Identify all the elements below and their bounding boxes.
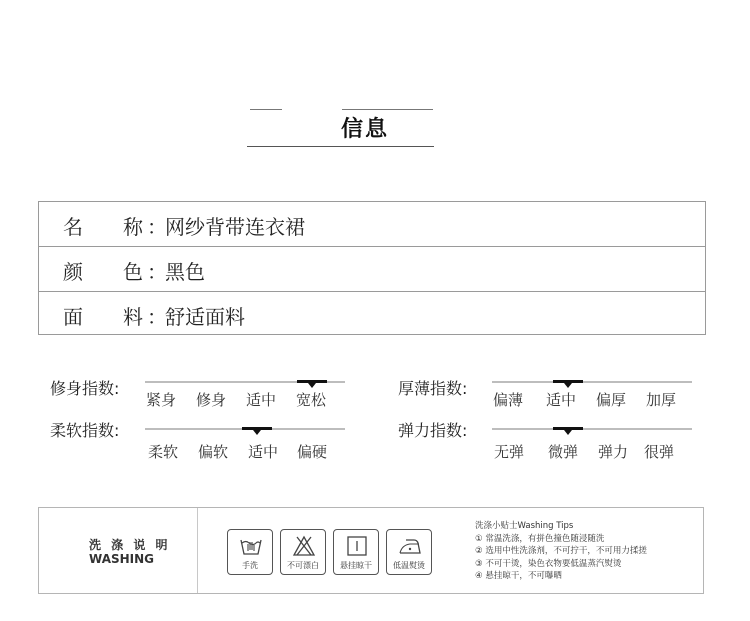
fit-scale-marker-tick [308,383,316,388]
info-value-fabric: 舒适面料 [165,305,245,329]
info-label-char: 色 [123,260,143,284]
softness-option: 偏软 [198,443,229,461]
softness-option: 柔软 [148,443,179,461]
fit-option: 适中 [246,391,277,409]
thickness-option: 适中 [546,391,577,409]
no-bleach-icon [292,534,316,558]
info-label-char: 名 [63,215,83,239]
info-row-fabric [39,291,705,336]
elasticity-scale-marker-tick [564,430,572,435]
washing-panel [38,507,704,594]
washing-divider [197,508,198,593]
page-title: 信息 [340,116,389,142]
info-table [38,201,706,335]
title-underline [247,146,434,147]
softness-option: 适中 [248,443,279,461]
thickness-option: 加厚 [646,391,677,409]
elasticity-option: 很弹 [644,443,675,461]
thickness-option: 偏薄 [493,391,524,409]
low-iron-symbol [386,529,432,575]
softness-index-label: 柔软指数: [50,421,120,440]
washing-tip: ④ 悬挂晾干，不可曝晒 [475,571,562,581]
washing-tip: ③ 不可干烫，染色衣物要低温蒸汽熨烫 [475,558,622,569]
info-value-color: 黑色 [165,260,205,284]
softness-scale-marker-tick [253,430,261,435]
thickness-scale-marker-tick [564,383,572,388]
softness-option: 偏硬 [297,443,328,461]
low-iron-icon [398,534,422,558]
elasticity-scale-line [492,428,692,430]
elasticity-index-label: 弹力指数: [398,421,468,440]
thickness-index-label: 厚薄指数: [398,379,468,398]
info-label-char: 面 [63,305,83,329]
hang-dry-icon [345,534,369,558]
info-label-char: 颜 [63,260,83,284]
washing-tip: ② 选用中性洗涤剂，不可拧干，不可用力揉搓 [475,546,647,556]
thickness-scale-line [492,381,692,383]
elasticity-option: 弹力 [598,443,629,461]
fit-option: 宽松 [296,391,327,409]
info-row-name [39,202,705,246]
title-deco-line-right [342,109,433,110]
low-iron-caption: 低温熨烫 [393,561,425,570]
hang-dry-caption: 悬挂晾干 [340,561,372,570]
info-row-color [39,246,705,291]
info-colon: ： [147,260,167,284]
info-colon: ： [147,305,167,329]
fit-option: 紧身 [146,391,177,409]
elasticity-option: 微弹 [548,443,579,461]
fit-index-label: 修身指数: [50,379,120,398]
hang-dry-symbol [333,529,379,575]
washing-tips [475,520,647,583]
elasticity-option: 无弹 [494,443,525,461]
washing-tips-title: 洗涤小贴士Washing Tips [475,521,574,531]
info-label-char: 料 [123,305,143,329]
no-bleach-symbol [280,529,326,575]
info-value-name: 网纱背带连衣裙 [165,215,305,239]
hand-wash-icon [239,534,263,558]
info-label-char: 称 [123,215,143,239]
title-deco-line-left [250,109,282,110]
fit-option: 修身 [196,391,227,409]
hand-wash-symbol [227,529,273,575]
washing-heading-en: WASHING [89,552,155,566]
no-bleach-caption: 不可漂白 [287,561,319,570]
washing-tip: ① 常温洗涤，有拼色撞色随浸随洗 [475,533,605,544]
info-colon: ： [147,215,167,239]
hand-wash-caption: 手洗 [242,561,258,570]
thickness-option: 偏厚 [596,391,627,409]
washing-heading-cn: 洗 涤 说 明 [89,538,171,552]
